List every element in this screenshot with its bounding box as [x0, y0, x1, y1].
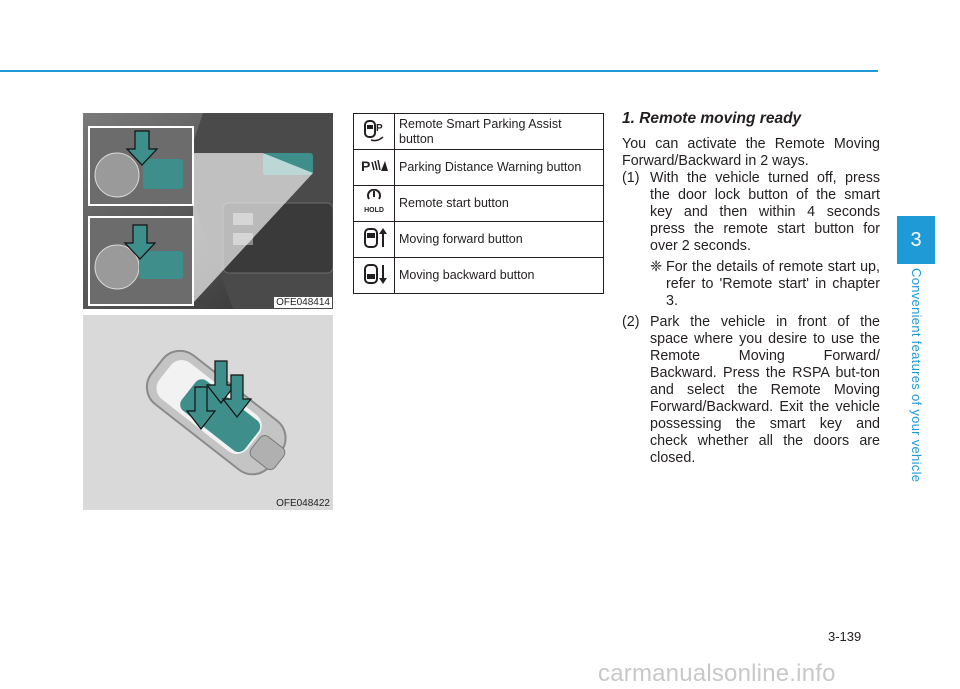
list-item-number: (1) [622, 170, 640, 186]
smart-key-photo [83, 315, 333, 510]
table-cell-label: Parking Distance Warning button [395, 150, 604, 186]
intro-paragraph: You can activate the Remote Moving Forward/Backward in 2 ways. [622, 136, 880, 169]
watermark: carmanualsonline.info [598, 660, 836, 687]
table-row [354, 222, 604, 258]
svg-text:P: P [361, 157, 371, 174]
table-cell-label: Moving backward button [395, 258, 604, 294]
list-item-text: Park the vehicle in front of the space where you desire to use the Remote Moving Forward/ Backward. Press the RSPA but-ton and select the Remote Moving Forward/Backward. Exit the vehicle possessing the smart key and check whether all the doors are closed. [650, 314, 880, 466]
list-item [622, 314, 880, 467]
svg-text:HOLD: HOLD [364, 206, 384, 214]
table-cell-label: Remote start button [395, 186, 604, 222]
note-symbol: ❈ [650, 259, 662, 275]
remote-start-icon [360, 189, 388, 215]
note [650, 259, 880, 310]
console-photo [83, 113, 333, 309]
list-item-text: With the vehicle turned off, press the door lock button of the smart key and then within 4 seconds press the remote start button for over 2 seconds. [650, 170, 880, 254]
moving-forward-icon [360, 225, 388, 251]
chapter-tab: 3 [897, 216, 935, 264]
chapter-title-text: Convenient features of your vehicle [909, 268, 924, 483]
table-row [354, 186, 604, 222]
table-row [354, 114, 604, 150]
page-number: 3-139 [828, 629, 862, 644]
header-rule [0, 70, 878, 72]
moving-backward-icon [360, 261, 388, 287]
section-title: 1. Remote moving ready [622, 110, 802, 127]
button-table [353, 113, 604, 294]
remote-smart-parking-assist-icon [361, 117, 387, 143]
svg-text:P: P [376, 122, 383, 134]
table-row [354, 150, 604, 186]
chapter-title [897, 266, 935, 506]
list-item [622, 170, 880, 255]
table-row [354, 258, 604, 294]
smart-key-illustration [83, 315, 333, 510]
table-cell-label: Remote Smart Parking Assist button [395, 114, 604, 150]
list-item-number: (2) [622, 314, 640, 330]
console-illustration [83, 113, 333, 309]
note-text: For the details of remote start up, refer to 'Remote start' in chapter 3. [666, 259, 880, 309]
parking-distance-warning-icon [360, 156, 388, 176]
body-text [622, 110, 880, 467]
table-cell-label: Moving forward button [395, 222, 604, 258]
smart-key-photo-caption: OFE048422 [276, 498, 330, 509]
console-photo-caption: OFE048414 [276, 297, 330, 308]
